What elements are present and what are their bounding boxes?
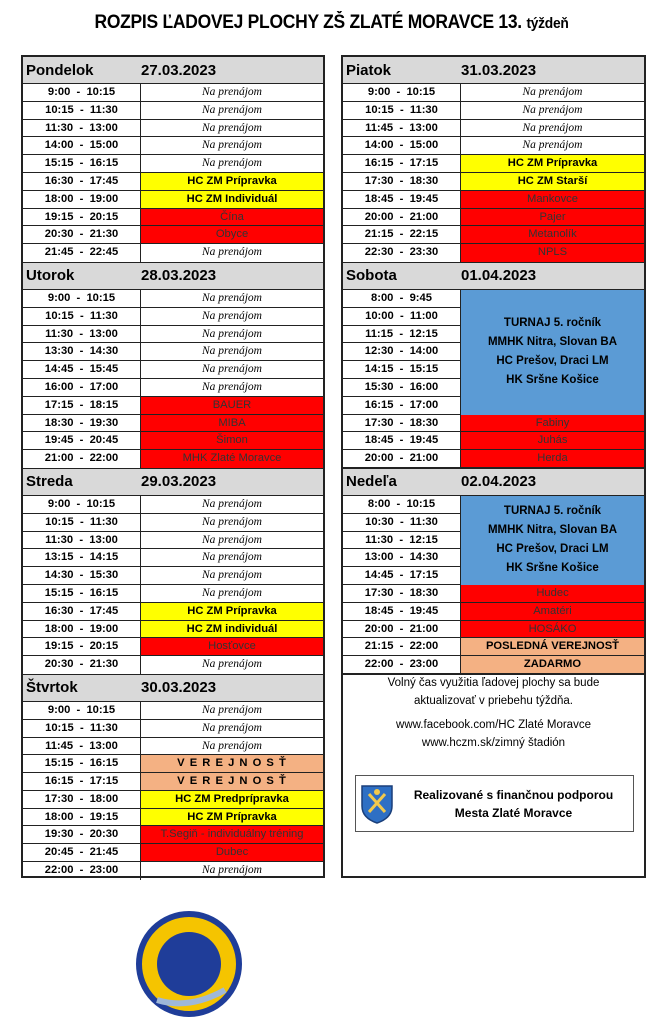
schedule-row: [23, 450, 323, 468]
time-slot: 14:45 - 15:45: [23, 361, 141, 378]
schedule-row: [23, 155, 323, 173]
schedule-row: [23, 532, 323, 550]
schedule-row: [343, 603, 644, 621]
booking-name: Na prenájom: [202, 139, 262, 152]
schedule-row: [343, 102, 644, 120]
booking-name: HC ZM Starší: [461, 173, 644, 190]
booking-name: HC ZM Individuál: [141, 191, 323, 208]
time-slot: 20:45 - 21:45: [23, 844, 141, 861]
schedule-row: [23, 290, 323, 308]
day-date: 01.04.2023: [461, 267, 537, 285]
time-slot: 22:00 - 23:00: [23, 862, 141, 880]
day-header: [23, 675, 323, 702]
time-slot: 20:00 - 21:00: [343, 621, 461, 638]
time-slot: 9:00 - 10:15: [343, 84, 461, 101]
tournament-box: [461, 496, 644, 585]
note-line-1: Volný čas využitia ľadovej plochy sa bude: [387, 677, 600, 689]
time-slot: 14:00 - 15:00: [23, 137, 141, 154]
schedule-row: [23, 209, 323, 227]
tournament-box: [461, 290, 644, 415]
web-link[interactable]: www.hczm.sk/zimný štadión: [421, 737, 566, 749]
schedule-row: [23, 585, 323, 603]
tournament-line: TURNAJ 5. ročník: [503, 505, 602, 518]
time-slot: 13:00 - 14:30: [343, 549, 461, 566]
time-slot: 17:30 - 18:00: [23, 791, 141, 808]
booking-name: Na prenájom: [202, 157, 262, 170]
booking-name: Na prenájom: [202, 533, 262, 546]
booking-name: Na prenájom: [202, 363, 262, 376]
time-slot: 17:30 - 18:30: [343, 173, 461, 190]
time-slot: 22:30 - 23:30: [343, 244, 461, 262]
day-block-pondelok: [23, 57, 323, 263]
schedule-row: [343, 84, 644, 102]
support-line-2: Mesta Zlaté Moravce: [454, 805, 573, 820]
booking-name: Fabiny: [461, 415, 644, 432]
time-slot: 16:15 - 17:15: [23, 773, 141, 790]
booking-name: Na prenájom: [202, 103, 262, 116]
day-block-utorok: [23, 263, 323, 469]
time-slot: 14:45 - 17:15: [343, 567, 461, 584]
time-slot: 10:15 - 11:30: [23, 102, 141, 119]
day-name: Utorok: [26, 267, 75, 285]
tournament-line: MMHK Nitra, Slovan BA: [487, 524, 618, 537]
schedule-row: [343, 621, 644, 639]
booking-name: HC ZM Prípravka: [141, 603, 323, 620]
day-header: [343, 57, 644, 84]
schedule-row: [23, 791, 323, 809]
booking-name: POSLEDNÁ VEREJNOSŤ: [461, 638, 644, 655]
day-block-štvrtok: [23, 675, 323, 880]
club-logo-icon: [130, 910, 248, 1018]
time-slot: 13:15 - 14:15: [23, 549, 141, 566]
time-slot: 14:00 - 15:00: [343, 137, 461, 154]
time-slot: 10:30 - 11:30: [343, 514, 461, 531]
time-slot: 10:15 - 11:30: [23, 308, 141, 325]
schedule-row: [343, 226, 644, 244]
schedule-row: [343, 656, 644, 674]
time-slot: 11:30 - 13:00: [23, 120, 141, 137]
schedule-row: [23, 415, 323, 433]
tournament-line: HC Prešov, Draci LM: [496, 543, 609, 556]
schedule-row: [23, 773, 323, 791]
booking-name: Amatéri: [461, 603, 644, 620]
booking-name: Na prenájom: [202, 703, 262, 716]
booking-name: V E R E J N O S Ť: [141, 755, 323, 772]
booking-name: Na prenájom: [202, 291, 262, 304]
booking-name: Na prenájom: [202, 551, 262, 564]
schedule-row: [23, 702, 323, 720]
time-slot: 18:00 - 19:00: [23, 621, 141, 638]
left-column: [21, 55, 325, 878]
schedule-row: [23, 84, 323, 102]
booking-name: Na prenájom: [522, 139, 583, 152]
booking-name: Pajer: [461, 209, 644, 226]
schedule-row: [343, 585, 644, 603]
day-block-piatok: [343, 57, 644, 263]
day-header: [343, 263, 644, 290]
booking-name: Metanolík: [461, 226, 644, 243]
notes-area: [343, 675, 644, 876]
booking-name: Na prenájom: [522, 103, 583, 116]
time-slot: 18:00 - 19:00: [23, 191, 141, 208]
time-slot: 14:15 - 15:15: [343, 361, 461, 378]
booking-name: Na prenájom: [202, 515, 262, 528]
day-date: 28.03.2023: [141, 267, 217, 285]
day-name: Štvrtok: [26, 679, 78, 697]
day-block-sobota: [343, 263, 644, 469]
time-slot: 9:00 - 10:15: [23, 84, 141, 101]
booking-name: HC ZM Prípravka: [141, 173, 323, 190]
schedule-row: [343, 173, 644, 191]
booking-name: Na prenájom: [202, 345, 262, 358]
time-slot: 16:30 - 17:45: [23, 173, 141, 190]
time-slot: 16:15 - 17:15: [343, 155, 461, 172]
schedule-row: [23, 226, 323, 244]
booking-name: MIBA: [141, 415, 323, 432]
schedule-row: [23, 656, 323, 674]
booking-name: Juhás: [461, 432, 644, 449]
booking-name: ZADARMO: [461, 656, 644, 673]
time-slot: 19:15 - 20:15: [23, 209, 141, 226]
schedule-row: [23, 621, 323, 639]
booking-name: Na prenájom: [202, 327, 262, 340]
schedule-row: [23, 738, 323, 756]
day-name: Pondelok: [26, 61, 94, 79]
booking-name: MHK Zlaté Moravce: [141, 450, 323, 468]
club-logo-area: [130, 910, 530, 1018]
booking-name: Na prenájom: [202, 569, 262, 582]
time-slot: 21:45 - 22:45: [23, 244, 141, 262]
booking-name: Na prenájom: [202, 246, 262, 259]
time-slot: 10:15 - 11:30: [23, 514, 141, 531]
time-slot: 15:15 - 16:15: [23, 755, 141, 772]
schedule-row: [23, 191, 323, 209]
booking-name: HOSÁKO: [461, 621, 644, 638]
schedule-row: [23, 549, 323, 567]
time-slot: 18:30 - 19:30: [23, 415, 141, 432]
time-slot: 10:15 - 11:30: [23, 720, 141, 737]
day-date: 30.03.2023: [141, 679, 217, 697]
time-slot: 20:00 - 21:00: [343, 209, 461, 226]
schedule-row: [23, 379, 323, 397]
schedule-row: [23, 326, 323, 344]
booking-name: NPLS: [461, 244, 644, 262]
day-header: [23, 469, 323, 496]
time-slot: 17:15 - 18:15: [23, 397, 141, 414]
time-slot: 21:00 - 22:00: [23, 450, 141, 468]
booking-name: Na prenájom: [202, 739, 262, 752]
time-slot: 15:30 - 16:00: [343, 379, 461, 396]
schedule-row: [343, 432, 644, 450]
booking-name: BAUER: [141, 397, 323, 414]
booking-name: Na prenájom: [522, 86, 583, 98]
booking-name: Hudec: [461, 585, 644, 602]
time-slot: 18:00 - 19:15: [23, 809, 141, 826]
booking-name: Na prenájom: [202, 658, 262, 671]
schedule-row: [23, 308, 323, 326]
time-slot: 11:30 - 12:15: [343, 532, 461, 549]
time-slot: 20:00 - 21:00: [343, 450, 461, 467]
schedule-row: [343, 155, 644, 173]
tournament-line: HC Prešov, Draci LM: [496, 355, 609, 368]
day-date: 27.03.2023: [141, 61, 217, 79]
schedule-row: [23, 343, 323, 361]
day-header: [23, 57, 323, 84]
time-slot: 9:00 - 10:15: [23, 290, 141, 307]
time-slot: 18:45 - 19:45: [343, 603, 461, 620]
booking-name: T.Segiň - individuálny tréning: [141, 826, 323, 843]
time-slot: 22:00 - 23:00: [343, 656, 461, 673]
time-slot: 8:00 - 10:15: [343, 496, 461, 513]
time-slot: 16:00 - 17:00: [23, 379, 141, 396]
day-name: Piatok: [346, 61, 392, 79]
schedule-row: [23, 809, 323, 827]
title-week: týždeň: [526, 15, 569, 32]
day-block-nedeľa: [343, 469, 644, 675]
day-date: 29.03.2023: [141, 473, 217, 491]
schedule-row: [343, 450, 644, 468]
schedule-row: [343, 244, 644, 262]
booking-name: Na prenájom: [202, 121, 262, 134]
day-name: Streda: [26, 473, 73, 491]
schedule-row: [343, 120, 644, 138]
schedule-row: [23, 862, 323, 880]
time-slot: 17:30 - 18:30: [343, 585, 461, 602]
schedule-row: [23, 102, 323, 120]
day-name: Nedeľa: [346, 473, 397, 491]
day-header: [343, 469, 644, 496]
booking-name: Na prenájom: [202, 864, 262, 877]
sponsor-box: [355, 775, 634, 832]
time-slot: 11:15 - 12:15: [343, 326, 461, 343]
schedule-row: [343, 638, 644, 656]
schedule-row: [23, 603, 323, 621]
time-slot: 18:45 - 19:45: [343, 191, 461, 208]
time-slot: 8:00 - 9:45: [343, 290, 461, 307]
schedule-row: [343, 137, 644, 155]
schedule-row: [23, 844, 323, 862]
day-date: 31.03.2023: [461, 61, 537, 79]
time-slot: 19:15 - 20:15: [23, 638, 141, 655]
booking-name: Herda: [461, 450, 644, 467]
booking-name: HC ZM Prípravka: [141, 809, 323, 826]
facebook-link[interactable]: www.facebook.com/HC Zlaté Moravce: [396, 719, 591, 731]
schedule-row: [23, 120, 323, 138]
schedule-row: [23, 244, 323, 262]
time-slot: 19:30 - 20:30: [23, 826, 141, 843]
booking-name: Dubec: [141, 844, 323, 861]
schedule-row: [23, 567, 323, 585]
tournament-line: MMHK Nitra, Slovan BA: [487, 336, 618, 349]
time-slot: 18:45 - 19:45: [343, 432, 461, 449]
schedule-row: [343, 415, 644, 433]
right-column: [341, 55, 646, 878]
time-slot: 21:15 - 22:15: [343, 226, 461, 243]
time-slot: 9:00 - 10:15: [23, 702, 141, 719]
time-slot: 11:30 - 13:00: [23, 326, 141, 343]
booking-name: Na prenájom: [202, 380, 262, 393]
time-slot: 9:00 - 10:15: [23, 496, 141, 513]
time-slot: 12:30 - 14:00: [343, 343, 461, 360]
schedule-row: [23, 514, 323, 532]
day-block-streda: [23, 469, 323, 675]
booking-name: Čína: [141, 209, 323, 226]
tournament-line: HK Sršne Košice: [506, 374, 599, 387]
booking-name: V E R E J N O S Ť: [141, 773, 323, 790]
day-name: Sobota: [346, 267, 397, 285]
schedule-row: [343, 209, 644, 227]
schedule-row: [23, 397, 323, 415]
booking-name: HC ZM Predprípravka: [141, 791, 323, 808]
time-slot: 21:15 - 22:00: [343, 638, 461, 655]
time-slot: 20:30 - 21:30: [23, 656, 141, 674]
schedule-row: [23, 826, 323, 844]
schedule-row: [23, 173, 323, 191]
time-slot: 14:30 - 15:30: [23, 567, 141, 584]
booking-name: Na prenájom: [202, 497, 262, 510]
coat-of-arms-icon: [360, 784, 394, 824]
schedule-row: [23, 496, 323, 514]
schedule-row: [23, 361, 323, 379]
booking-name: Obyce: [141, 226, 323, 243]
tournament-line: TURNAJ 5. ročník: [503, 317, 602, 330]
time-slot: 11:45 - 13:00: [23, 738, 141, 755]
time-slot: 11:45 - 13:00: [343, 120, 461, 137]
schedule-row: [23, 432, 323, 450]
note-line-2: aktualizovať v priebehu týždňa.: [413, 695, 574, 707]
time-slot: 17:30 - 18:30: [343, 415, 461, 432]
page-title: [27, 12, 637, 34]
time-slot: 15:15 - 16:15: [23, 585, 141, 602]
booking-name: Na prenájom: [522, 121, 583, 134]
booking-name: Hosťovce: [141, 638, 323, 655]
schedule-row: [23, 137, 323, 155]
time-slot: 20:30 - 21:30: [23, 226, 141, 243]
time-slot: 13:30 - 14:30: [23, 343, 141, 360]
time-slot: 10:00 - 11:00: [343, 308, 461, 325]
booking-name: Na prenájom: [202, 309, 262, 322]
booking-name: Na prenájom: [202, 86, 262, 98]
booking-name: Na prenájom: [202, 586, 262, 599]
day-date: 02.04.2023: [461, 473, 537, 491]
title-main: ROZPIS ĽADOVEJ PLOCHY ZŠ ZLATÉ MORAVCE 13.: [94, 12, 522, 33]
schedule-row: [23, 720, 323, 738]
time-slot: 16:30 - 17:45: [23, 603, 141, 620]
support-line-1: Realizované s finančnou podporou: [413, 787, 614, 802]
time-slot: 15:15 - 16:15: [23, 155, 141, 172]
time-slot: 16:15 - 17:00: [343, 397, 461, 414]
tournament-line: HK Sršne Košice: [506, 562, 599, 575]
time-slot: 10:15 - 11:30: [343, 102, 461, 119]
schedule-row: [23, 755, 323, 773]
schedule-row: [343, 191, 644, 209]
time-slot: 11:30 - 13:00: [23, 532, 141, 549]
booking-name: Mankovce: [461, 191, 644, 208]
booking-name: Na prenájom: [202, 721, 262, 734]
schedule-row: [23, 638, 323, 656]
booking-name: HC ZM Prípravka: [461, 155, 644, 172]
day-header: [23, 263, 323, 290]
booking-name: HC ZM individuál: [141, 621, 323, 638]
booking-name: Šimon: [141, 432, 323, 449]
time-slot: 19:45 - 20:45: [23, 432, 141, 449]
